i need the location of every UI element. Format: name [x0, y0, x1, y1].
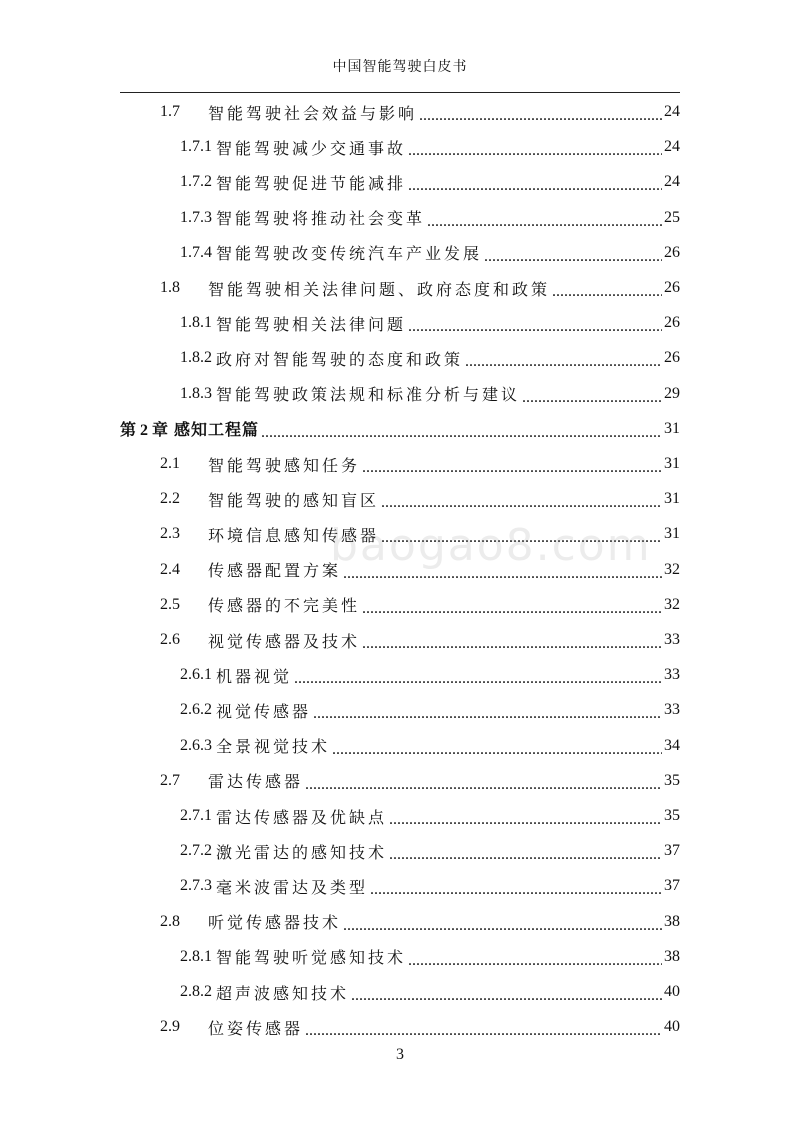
toc-entry[interactable] — [180, 164, 680, 200]
toc-entry-number: 1.7 — [160, 103, 180, 120]
toc-entry-number: 2.5 — [160, 595, 180, 613]
toc-entry-title: 智能驾驶改变传统汽车产业发展 — [216, 244, 483, 264]
toc-entry-page: 37 — [664, 877, 680, 895]
toc-entry-title: 智能驾驶减少交通事故 — [216, 138, 407, 158]
toc-entry-page: 31 — [664, 525, 680, 543]
toc-entry-title: 智能驾驶促进节能减排 — [216, 173, 407, 193]
toc-entry[interactable] — [180, 939, 680, 975]
toc-entry-page: 34 — [664, 736, 680, 754]
toc-entry-title: 传感器的不完美性 — [208, 596, 361, 616]
toc-entry-page: 26 — [664, 279, 680, 296]
toc-dot-leader — [408, 176, 662, 200]
toc-entry-title: 感知工程篇 — [174, 420, 260, 440]
toc-entry[interactable] — [160, 904, 680, 940]
toc-entry[interactable] — [180, 129, 680, 165]
toc-entry-page: 32 — [664, 560, 680, 578]
toc-entry-page: 33 — [664, 631, 680, 648]
toc-dot-leader — [313, 704, 662, 728]
toc-entry[interactable] — [180, 657, 680, 693]
page-number: 3 — [396, 1046, 404, 1063]
toc-entry[interactable] — [180, 235, 680, 271]
toc-entry-title: 智能驾驶相关法律问题 — [216, 314, 407, 334]
toc-dot-leader — [305, 1021, 662, 1045]
toc-entry-number: 1.8 — [160, 279, 180, 296]
toc-entry-number: 2.3 — [160, 525, 180, 543]
toc-entry-title: 智能驾驶听觉感知技术 — [216, 948, 407, 968]
toc-dot-leader — [351, 986, 662, 1010]
toc-entry-page: 26 — [664, 243, 680, 261]
toc-dot-leader — [465, 352, 662, 376]
toc-entry-number: 2.1 — [160, 455, 180, 472]
toc-dot-leader — [552, 282, 662, 306]
toc-entry-page: 38 — [664, 947, 680, 965]
watermark: baogao8.com — [330, 520, 652, 571]
toc-entry-title: 超声波感知技术 — [216, 983, 350, 1003]
toc-entry-title: 机器视觉 — [216, 666, 293, 686]
toc-entry-title: 激光雷达的感知技术 — [216, 842, 388, 862]
toc-entry-page: 38 — [664, 912, 680, 930]
toc-dot-leader — [343, 916, 662, 940]
toc-entry-number: 2.6.1 — [180, 666, 212, 684]
toc-dot-leader — [332, 740, 662, 764]
toc-entry[interactable] — [160, 481, 680, 517]
toc-dot-leader — [362, 599, 662, 623]
toc-entry-title: 政府对智能驾驶的态度和政策 — [216, 349, 464, 369]
toc-entry-number: 2.6 — [160, 631, 180, 648]
toc-entry-title: 雷达传感器 — [208, 772, 304, 792]
toc-entry-title: 视觉传感器 — [216, 701, 312, 721]
toc-entry-title: 传感器配置方案 — [208, 561, 342, 581]
toc-entry-number: 2.7.3 — [180, 877, 212, 895]
toc-entry-number: 2.2 — [160, 490, 180, 508]
toc-entry[interactable] — [160, 552, 680, 588]
toc-entry[interactable] — [160, 94, 680, 130]
toc-entry-number: 2.8.1 — [180, 947, 212, 965]
toc-entry[interactable] — [160, 763, 680, 799]
toc-entry-title: 智能驾驶将推动社会变革 — [216, 209, 426, 229]
toc-entry[interactable] — [120, 411, 680, 447]
toc-entry[interactable] — [180, 798, 680, 834]
toc-entry-page: 40 — [664, 1018, 680, 1036]
toc-entry-number: 2.6.3 — [180, 736, 212, 754]
toc-entry-number: 2.8.2 — [180, 983, 212, 1000]
toc-entry-number: 2.7 — [160, 771, 180, 789]
toc-entry-page: 31 — [664, 490, 680, 508]
toc-entry-title: 智能驾驶社会效益与影响 — [208, 103, 418, 123]
toc-entry-page: 40 — [664, 983, 680, 1000]
toc-entry[interactable] — [160, 516, 680, 552]
toc-entry[interactable] — [180, 692, 680, 728]
toc-entry[interactable] — [180, 200, 680, 236]
toc-entry-number: 2.6.2 — [180, 701, 212, 719]
toc-entry[interactable] — [180, 340, 680, 376]
toc-entry-number: 1.7.4 — [180, 243, 212, 261]
toc-entry-title: 智能驾驶政策法规和标准分析与建议 — [216, 385, 521, 405]
toc-entry[interactable] — [160, 587, 680, 623]
toc-entry[interactable] — [160, 270, 680, 306]
toc-entry[interactable] — [160, 446, 680, 482]
toc-entry-number: 2.8 — [160, 912, 180, 930]
toc-dot-leader — [381, 528, 662, 552]
toc-dot-leader — [408, 951, 662, 975]
toc-entry-number: 2.4 — [160, 560, 180, 578]
toc-entry-number: 1.8.3 — [180, 384, 212, 402]
toc-entry-page: 32 — [664, 595, 680, 613]
toc-entry-title: 视觉传感器及技术 — [208, 631, 361, 651]
toc-entry-page: 29 — [664, 384, 680, 402]
toc-entry-number: 2.7.1 — [180, 807, 212, 824]
toc-entry-page: 25 — [664, 208, 680, 226]
toc-entry-page: 26 — [664, 314, 680, 332]
toc-entry-page: 33 — [664, 666, 680, 684]
toc-dot-leader — [408, 317, 662, 341]
toc-entry[interactable] — [180, 974, 680, 1010]
toc-entry-title: 位姿传感器 — [208, 1018, 304, 1038]
toc-entry-page: 35 — [664, 807, 680, 824]
toc-entry-title: 毫米波雷达及类型 — [216, 877, 369, 897]
toc-entry[interactable] — [180, 833, 680, 869]
toc-entry-title: 全景视觉技术 — [216, 737, 331, 757]
toc-entry-title: 听觉传感器技术 — [208, 913, 342, 933]
toc-dot-leader — [381, 493, 662, 517]
header-rule — [120, 92, 680, 93]
toc-dot-leader — [370, 880, 662, 904]
toc-entry-page: 26 — [664, 349, 680, 367]
toc-entry-number: 1.7.1 — [180, 138, 212, 156]
toc-entry-title: 智能驾驶相关法律问题、政府态度和政策 — [208, 279, 551, 299]
toc-entry[interactable] — [160, 1009, 680, 1045]
toc-dot-leader — [522, 388, 662, 412]
toc-entry-page: 35 — [664, 771, 680, 789]
toc-dot-leader — [362, 634, 662, 658]
toc-dot-leader — [261, 423, 662, 447]
toc-entry[interactable] — [180, 728, 680, 764]
toc-entry-title: 智能驾驶感知任务 — [208, 455, 361, 475]
toc-entry-number: 第 2 章 — [120, 422, 169, 440]
toc-entry-page: 24 — [664, 173, 680, 191]
page-header: 中国智能驾驶白皮书 — [332, 59, 468, 75]
toc-entry-number: 1.7.2 — [180, 173, 212, 191]
toc-entry-page: 33 — [664, 701, 680, 719]
toc-dot-leader — [389, 810, 662, 834]
toc-dot-leader — [343, 564, 662, 588]
toc-dot-leader — [389, 845, 662, 869]
toc-entry-page: 24 — [664, 103, 680, 120]
toc-dot-leader — [419, 106, 662, 130]
toc-entry-number: 1.7.3 — [180, 208, 212, 226]
toc-entry-page: 31 — [664, 419, 680, 437]
toc-dot-leader — [427, 212, 662, 236]
toc-entry-number: 1.8.2 — [180, 349, 212, 367]
toc-entry-title: 雷达传感器及优缺点 — [216, 807, 388, 827]
toc-entry[interactable] — [180, 305, 680, 341]
toc-dot-leader — [362, 458, 662, 482]
toc-entry[interactable] — [180, 868, 680, 904]
toc-entry-number: 2.9 — [160, 1018, 180, 1036]
toc-dot-leader — [484, 247, 662, 271]
toc-dot-leader — [294, 669, 662, 693]
toc-entry-page: 24 — [664, 138, 680, 156]
toc-dot-leader — [305, 775, 662, 799]
toc-dot-leader — [408, 141, 662, 165]
toc-entry-page: 31 — [664, 455, 680, 472]
toc-entry-number: 1.8.1 — [180, 314, 212, 332]
toc-entry-number: 2.7.2 — [180, 842, 212, 860]
toc-entry-title: 智能驾驶的感知盲区 — [208, 490, 380, 510]
toc-entry-title: 环境信息感知传感器 — [208, 525, 380, 545]
toc-entry[interactable] — [180, 376, 680, 412]
toc-entry[interactable] — [160, 622, 680, 658]
toc-entry-page: 37 — [664, 842, 680, 860]
